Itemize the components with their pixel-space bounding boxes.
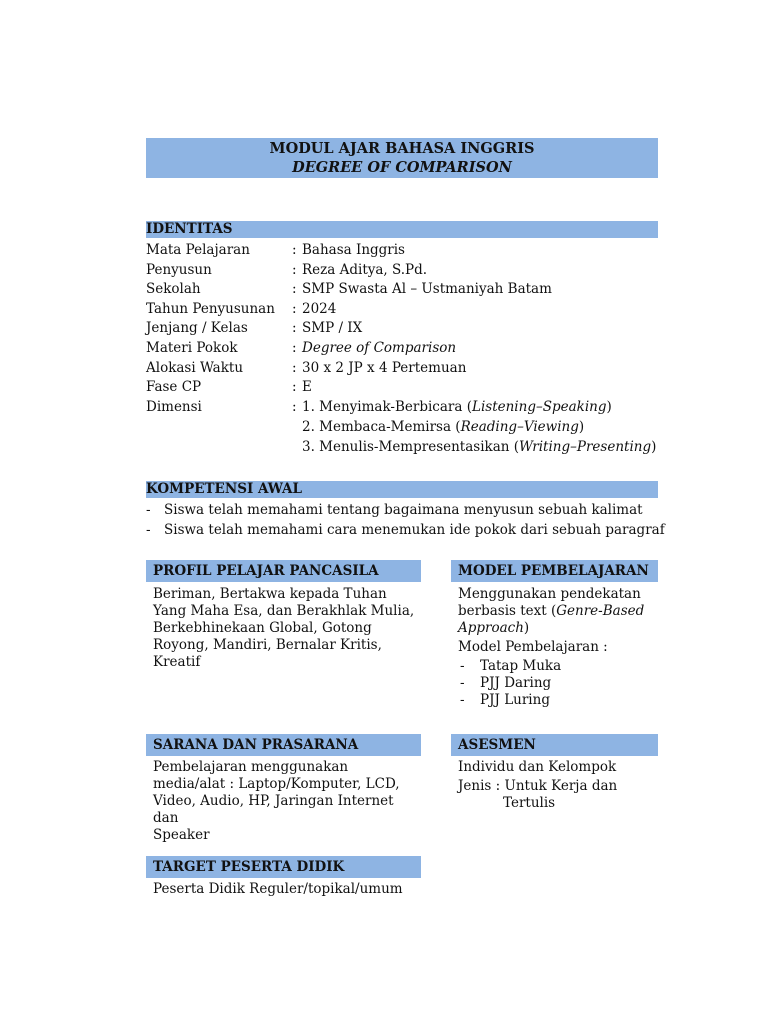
identitas-label: Dimensi (146, 399, 202, 415)
document-title-block (146, 138, 658, 178)
identitas-colon: : (292, 320, 297, 336)
identitas-colon: : (292, 379, 297, 395)
identitas-value: E (302, 379, 312, 395)
identitas-heading: IDENTITAS (146, 221, 658, 238)
identitas-value: 1. Menyimak-Berbicara (Listening–Speaking) (302, 399, 612, 415)
target-text: Peserta Didik Reguler/topikal/umum (153, 881, 403, 897)
identitas-label: Jenjang / Kelas (146, 320, 248, 336)
identitas-value: 30 x 2 JP x 4 Pertemuan (302, 360, 467, 376)
identitas-value: Reza Aditya, S.Pd. (302, 262, 428, 278)
identitas-label: Sekolah (146, 281, 201, 297)
identitas-value: SMP / IX (302, 320, 363, 336)
identitas-value: Degree of Comparison (302, 340, 457, 356)
asesmen-line-2: Jenis : Untuk Kerja dan (458, 778, 618, 794)
sarana-text: Pembelajaran menggunakan media/alat : Laptop/Komputer, LCD, Video, Audio, HP, Jaringan Internet dan Speaker (153, 759, 400, 843)
identitas-colon: : (292, 360, 297, 376)
asesmen-heading: ASESMEN (451, 734, 658, 756)
identitas-label: Alokasi Waktu (146, 360, 244, 376)
sarana-heading: SARANA DAN PRASARANA (146, 734, 421, 756)
model-heading: MODEL PEMBELAJARAN (451, 560, 658, 582)
identitas-label: Penyusun (146, 262, 212, 278)
identitas-label: Fase CP (146, 379, 202, 395)
model-subheading: Model Pembelajaran : (458, 639, 608, 655)
identitas-colon: : (292, 242, 297, 258)
identitas-value: 2024 (302, 301, 337, 317)
model-text: Menggunakan pendekatan berbasis text (Genre-Based Approach) (458, 586, 645, 636)
identitas-colon: : (292, 262, 297, 278)
document-subtitle: DEGREE OF COMPARISON (292, 159, 512, 176)
profil-heading: PROFIL PELAJAR PANCASILA (146, 560, 421, 582)
document-title: MODUL AJAR BAHASA INGGRIS (269, 140, 535, 157)
asesmen-line-1: Individu dan Kelompok (458, 759, 617, 775)
identitas-colon: : (292, 301, 297, 317)
profil-text: Beriman, Bertakwa kepada Tuhan Yang Maha Esa, dan Berakhlak Mulia, Berkebhinekaan Global, Gotong Royong, Mandiri, Bernalar Kritis, Kreatif (153, 586, 415, 670)
identitas-colon: : (292, 281, 297, 297)
asesmen-line-3: Tertulis (503, 795, 556, 811)
identitas-value: Bahasa Inggris (302, 242, 405, 258)
identitas-label: Tahun Penyusunan (146, 301, 275, 317)
identitas-label: Materi Pokok (146, 340, 238, 356)
identitas-colon: : (292, 340, 297, 356)
identitas-label: Mata Pelajaran (146, 242, 250, 258)
identitas-colon: : (292, 399, 297, 415)
target-heading: TARGET PESERTA DIDIK (146, 856, 421, 878)
kompetensi-heading: KOMPETENSI AWAL (146, 481, 658, 498)
identitas-value: SMP Swasta Al – Ustmaniyah Batam (302, 281, 552, 297)
